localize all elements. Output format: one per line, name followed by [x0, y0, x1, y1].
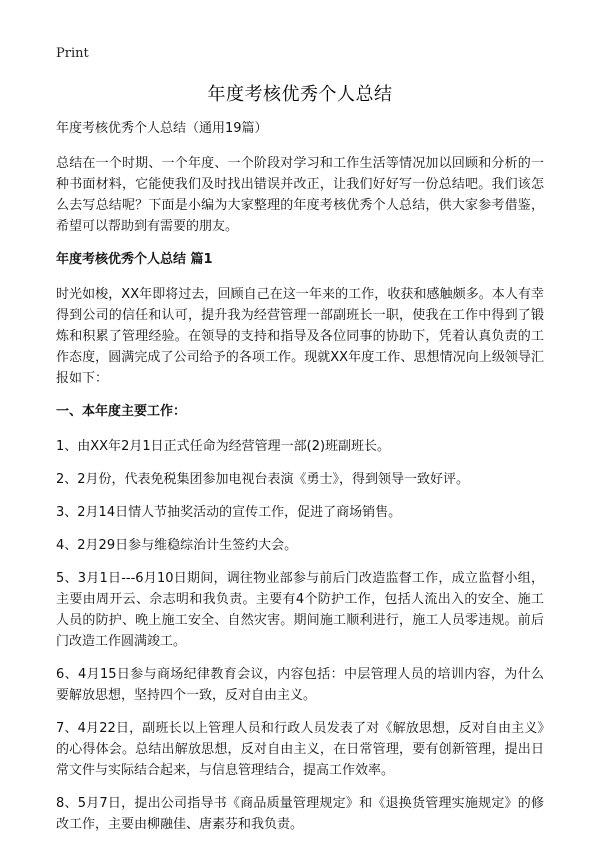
document-body [56, 118, 544, 847]
list-item: 5、3月1日---6月10日期间，调往物业部参与前后门改造监督工作，成立监督小组，主要由周开云、佘志明和我负责。主要有4个防护工作，包括人流出入的安全、施工人员的防护、晚上施工安全、自然灾害。期间施工顺利进行，施工人员零违规。前后门改造工作圆满竣工。 [56, 571, 544, 649]
list-item: 7、4月22日，副班长以上管理人员和行政人员发表了对《解放思想，反对自由主义》的心得体会。总结出解放思想，反对自由主义，在日常管理，要有创新管理，提出日常文件与实际结合起来，与信息管理结合，提高工作效率。 [56, 721, 544, 778]
print-label[interactable]: Print [56, 46, 89, 61]
list-item: 6、4月15日参与商场纪律教育会议，内容包括：中层管理人员的培训内容，为什么要解放思想，坚持四个一致，反对自由主义。 [56, 667, 544, 703]
list-item: 1、由XX年2月1日正式任命为经营管理一部(2)班副班长。 [56, 439, 391, 454]
document-subtitle: 年度考核优秀个人总结（通用19篇） [56, 121, 268, 136]
list-item: 3、2月14日情人节抽奖活动的宣传工作，促进了商场销售。 [56, 505, 402, 520]
intro-paragraph: 总结在一个时期、一个年度、一个阶段对学习和工作生活等情况加以回顾和分析的一种书面材料，它能使我们及时找出错误并改正，让我们好好写一份总结吧。我们该怎么去写总结呢？下面是小编为大家整理的年度考核优秀个人总结，供大家参考借鉴，希望可以帮助到有需要的朋友。 [56, 156, 544, 234]
list-item: 4、2月29日参与维稳综治计生签约大会。 [56, 538, 298, 553]
list-item: 8、5月7日，提出公司指导书《商品质量管理规定》和《退换货管理实施规定》的修改工作，主要由柳融佳、唐素芬和我负责。 [56, 796, 544, 832]
body-paragraph: 时光如梭，XX年即将过去，回顾自己在这一年来的工作，收获和感触颇多。本人有幸得到公司的信任和认可，提升我为经营管理一部副班长一职，使我在工作中得到了锻炼和积累了管理经验。在领导的支持和指导及各位同事的协助下，凭着认真负责的工作态度，圆满完成了公司给予的各项工作。现就XX年度工作、思想情况向上级领导汇报如下： [56, 287, 544, 386]
list-item: 2、2月份，代表免税集团参加电视台表演《勇士》，得到领导一致好评。 [56, 472, 470, 487]
main-work-heading: 一、本年度主要工作： [56, 404, 187, 419]
section-heading: 年度考核优秀个人总结 篇1 [56, 252, 213, 267]
page-title: 年度考核优秀个人总结 [207, 84, 393, 105]
